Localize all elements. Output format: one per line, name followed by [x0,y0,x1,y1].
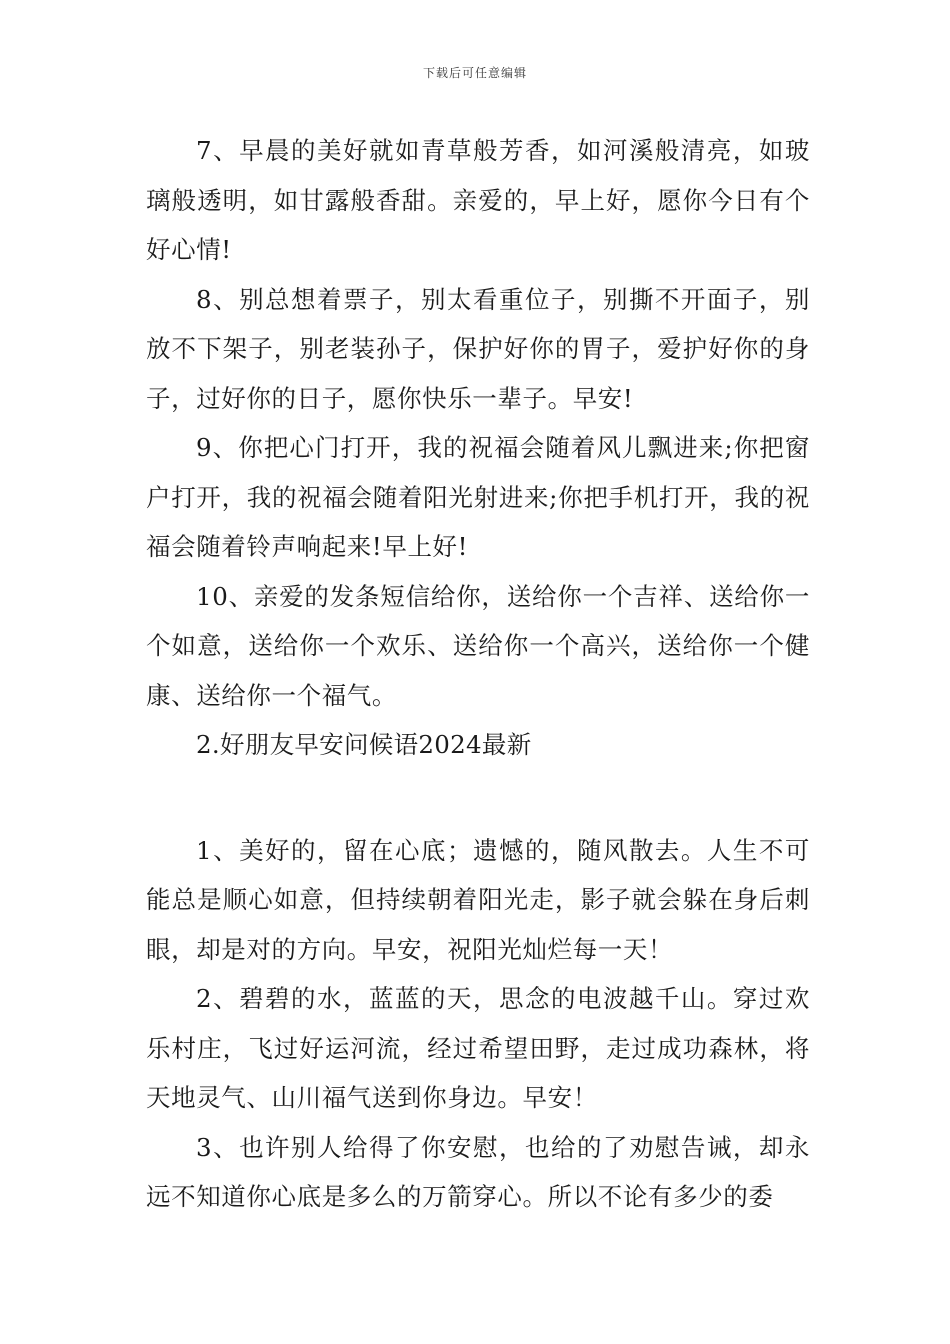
paragraph-7: 7、早晨的美好就如青草般芳香，如河溪般清亮，如玻璃般透明，如甘露般香甜。亲爱的，早上好，愿你今日有个好心情! [146,136,810,264]
paragraph-2: 2、碧碧的水，蓝蓝的天，思念的电波越千山。穿过欢乐村庄，飞过好运河流，经过希望田野，走过成功森林，将天地灵气、山川福气送到你身边。早安！ [146,984,810,1112]
section-heading: 2.好朋友早安问候语2024最新 [196,730,532,759]
paragraph-1: 1、美好的，留在心底；遗憾的，随风散去。人生不可能总是顺心如意，但持续朝着阳光走，影子就会躲在身后刺眼，却是对的方向。早安，祝阳光灿烂每一天！ [146,835,810,964]
paragraph-3: 3、也许别人给得了你安慰，也给的了劝慰告诫，却永远不知道你心底是多么的万箭穿心。所以不论有多少的委 [146,1132,810,1211]
header-note: 下载后可任意编辑 [422,66,527,80]
paragraph-10: 10、亲爱的发条短信给你，送给你一个吉祥、送给你一个如意，送给你一个欢乐、送给你一个高兴，送给你一个健康、送给你一个福气。 [146,581,810,710]
paragraph-9: 9、你把心门打开，我的祝福会随着风儿飘进来;你把窗户打开，我的祝福会随着阳光射进来;你把手机打开，我的祝福会随着铃声响起来!早上好! [146,433,810,561]
document-body [146,126,810,1222]
section-spacer [146,770,810,826]
paragraph-8: 8、别总想着票子，别太看重位子，别撕不开面子，别放不下架子，别老装孙子，保护好你的胃子，爱护好你的身子，过好你的日子，愿你快乐一辈子。早安! [146,284,810,413]
